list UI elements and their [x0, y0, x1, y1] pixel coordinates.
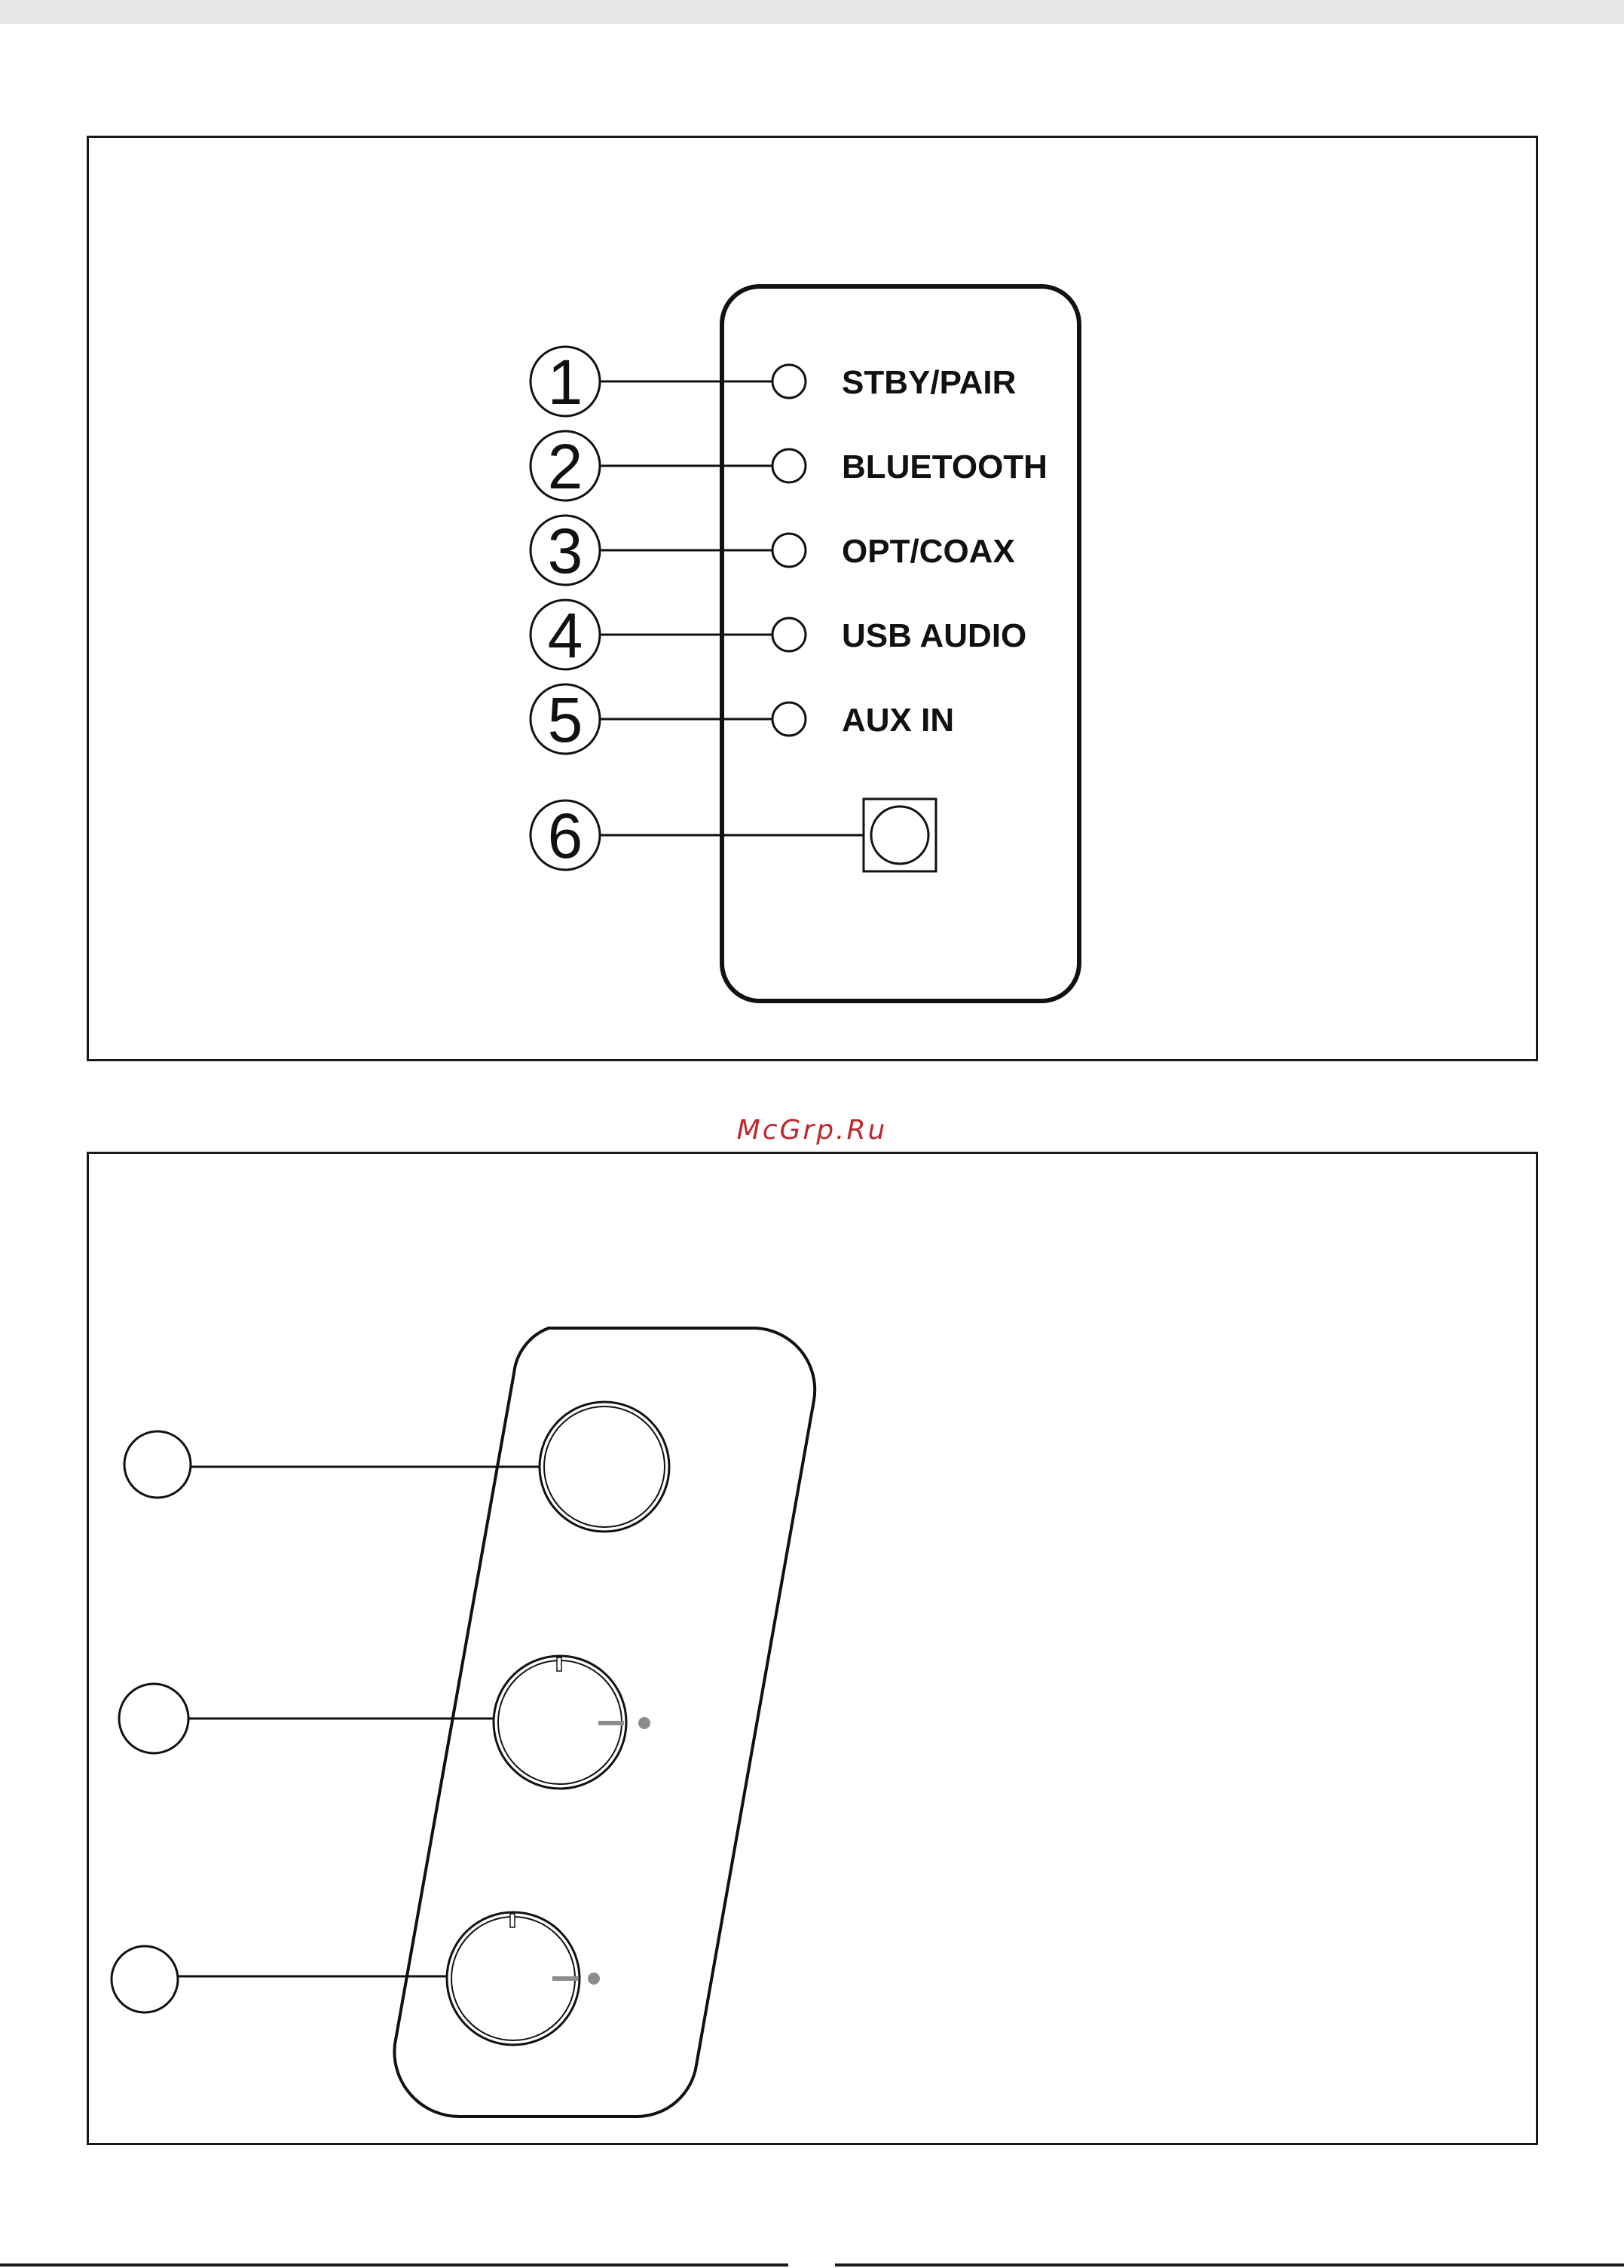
led-label-usb-audio: USB AUDIO	[842, 617, 1027, 654]
callout-number: 2	[547, 431, 583, 502]
callout-6	[531, 799, 936, 871]
led-label-aux-in: AUX IN	[842, 702, 955, 739]
knob-dot-indicator	[588, 1973, 600, 1985]
footer-rule-left	[0, 2263, 788, 2266]
callout-1	[531, 347, 1016, 418]
knob-pointer	[510, 1914, 515, 1927]
callout-number: 3	[547, 516, 583, 586]
footer-rule-right	[835, 2263, 1624, 2266]
led-indicator	[772, 618, 806, 651]
callout-circle-empty	[112, 1946, 178, 2012]
watermark-text: McGrp.Ru	[736, 1115, 888, 1146]
callout-number: 4	[547, 600, 583, 671]
led-label-stby-pair: STBY/PAIR	[842, 364, 1017, 401]
led-indicator	[772, 449, 806, 482]
callout-number: 6	[547, 800, 583, 871]
led-label-bluetooth: BLUETOOTH	[842, 448, 1047, 485]
callout-4	[531, 600, 1026, 671]
control-group-bottom	[112, 1912, 600, 2045]
knob-level-mark	[598, 1721, 624, 1725]
power-button-outer	[540, 1402, 669, 1532]
led-label-opt-coax: OPT/COAX	[842, 533, 1015, 570]
callout-3	[531, 516, 1015, 586]
control-group-middle	[119, 1656, 650, 1789]
callout-2	[531, 431, 1047, 502]
led-indicator	[772, 365, 806, 398]
callout-circle-empty	[124, 1431, 191, 1498]
control-group-top	[124, 1402, 669, 1532]
pair-button-icon	[871, 807, 928, 864]
callout-5	[531, 684, 954, 755]
knob-pointer	[557, 1657, 561, 1671]
knob-level-mark	[552, 1976, 578, 1981]
knob-dot-indicator	[638, 1717, 650, 1729]
led-indicator	[772, 534, 806, 567]
led-indicator	[772, 702, 806, 736]
callout-number: 5	[547, 684, 583, 755]
callout-circle-empty	[119, 1684, 188, 1753]
callout-number: 1	[547, 347, 583, 418]
